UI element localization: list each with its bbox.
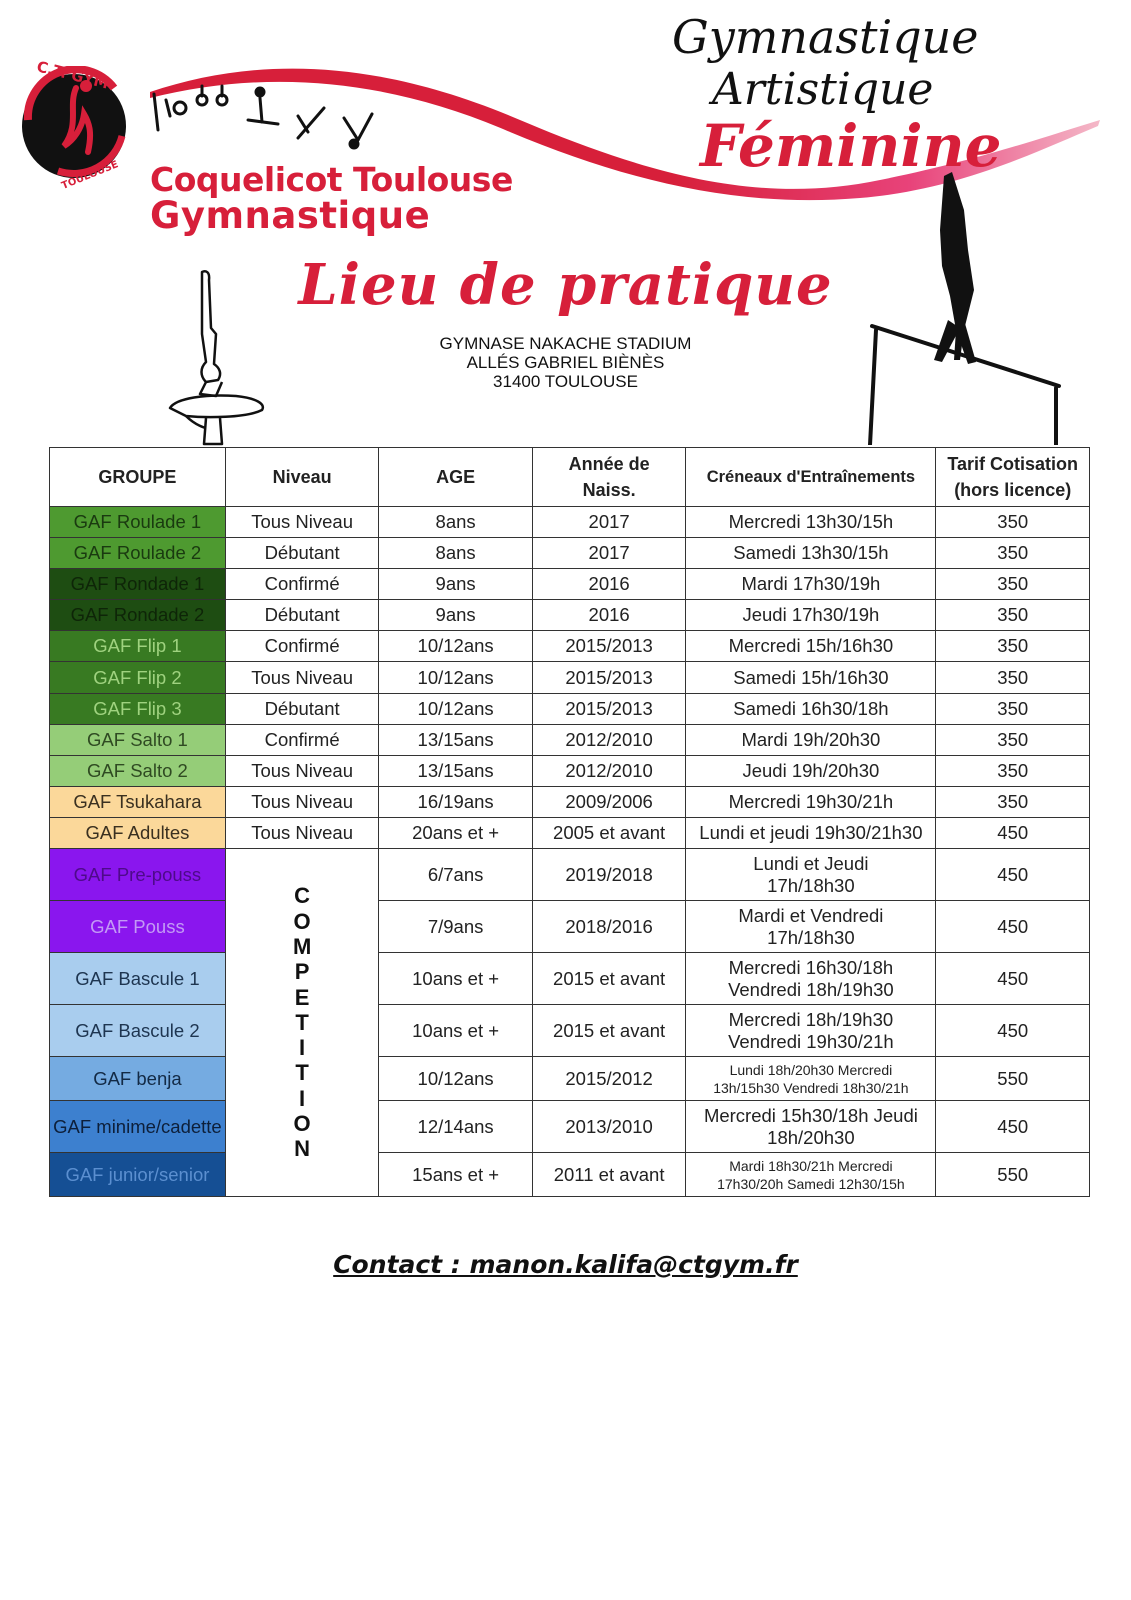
- cell-slots-line2: 17h30/20h Samedi 12h30/15h: [717, 1175, 905, 1192]
- header-fee-line1: Tarif Cotisation: [947, 454, 1079, 474]
- cell-birth-year: 2015 et avant: [532, 1005, 686, 1057]
- title-line1: Gymnastique: [672, 10, 979, 64]
- venue-heading: Lieu de pratique: [298, 252, 833, 318]
- apparatus-icons: [148, 80, 378, 160]
- cell-slots: Jeudi 17h30/19h: [686, 600, 936, 631]
- cell-slots: Samedi 15h/16h30: [686, 662, 936, 693]
- cell-group: GAF benja: [50, 1057, 226, 1101]
- header-fee-line2: (hors licence): [954, 480, 1072, 500]
- cell-slots-line1: Mardi 18h30/21h Mercredi: [729, 1157, 893, 1174]
- cell-birth-year: 2005 et avant: [532, 817, 686, 848]
- cell-group: GAF minime/cadette: [50, 1101, 226, 1153]
- cell-slots: Mercredi 19h30/21h: [686, 786, 936, 817]
- cell-group: GAF Adultes: [50, 817, 226, 848]
- table-row-competition: [50, 1005, 1090, 1057]
- cell-birth-year: 2017: [532, 538, 686, 569]
- cell-fee: 550: [936, 1057, 1090, 1101]
- cell-slots-line1: Mercredi 18h/19h30: [728, 1008, 894, 1030]
- cell-age: 6/7ans: [379, 849, 533, 901]
- cell-level: Tous Niveau: [225, 507, 379, 538]
- cell-level: Débutant: [225, 600, 379, 631]
- cell-age: 10/12ans: [379, 693, 533, 724]
- cell-fee: 350: [936, 724, 1090, 755]
- cell-group: GAF Flip 2: [50, 662, 226, 693]
- cell-slots: [686, 1153, 936, 1197]
- cell-birth-year: 2017: [532, 507, 686, 538]
- cell-fee: 450: [936, 1005, 1090, 1057]
- cell-fee: 550: [936, 1153, 1090, 1197]
- cell-slots: Jeudi 19h/20h30: [686, 755, 936, 786]
- cell-slots: Mercredi 15h/16h30: [686, 631, 936, 662]
- logo-bottom-text: TOULOUSE: [60, 159, 120, 192]
- cell-group: GAF Flip 3: [50, 693, 226, 724]
- cell-slots-line1: Mercredi 15h30/18h Jeudi: [703, 1104, 918, 1126]
- cell-fee: 350: [936, 755, 1090, 786]
- header-age: AGE: [379, 448, 533, 507]
- cell-age: 13/15ans: [379, 755, 533, 786]
- header-level: Niveau: [225, 448, 379, 507]
- cell-slots-line1: Mardi et Vendredi: [738, 904, 884, 926]
- table-row: [50, 631, 1090, 662]
- cell-slots: [686, 849, 936, 901]
- header-birth-year-line1: Année de: [568, 454, 650, 474]
- cell-age: 10/12ans: [379, 631, 533, 662]
- cell-group: GAF Tsukahara: [50, 786, 226, 817]
- cell-birth-year: 2012/2010: [532, 724, 686, 755]
- cell-group: GAF Bascule 1: [50, 953, 226, 1005]
- cell-age: 9ans: [379, 600, 533, 631]
- cell-level: Tous Niveau: [225, 662, 379, 693]
- venue-address: [0, 334, 1131, 391]
- cell-level: Tous Niveau: [225, 817, 379, 848]
- cell-birth-year: 2015/2013: [532, 693, 686, 724]
- table-row: [50, 755, 1090, 786]
- cell-level: Débutant: [225, 538, 379, 569]
- cell-slots-line2: Vendredi 18h/19h30: [728, 978, 894, 1000]
- cell-fee: 350: [936, 569, 1090, 600]
- cell-level: Tous Niveau: [225, 755, 379, 786]
- club-name-word1: Coquelicot: [150, 160, 343, 199]
- table-row-competition: [50, 849, 1090, 901]
- table-body: [50, 507, 1090, 1197]
- cell-fee: 350: [936, 662, 1090, 693]
- cell-group: GAF Flip 1: [50, 631, 226, 662]
- cell-slots: Mardi 17h30/19h: [686, 569, 936, 600]
- venue-city: 31400 TOULOUSE: [493, 372, 638, 391]
- table-row: [50, 600, 1090, 631]
- header-birth-year-line2: Naiss.: [582, 480, 636, 500]
- cell-group: GAF Salto 1: [50, 724, 226, 755]
- table-row-competition: [50, 1057, 1090, 1101]
- cell-birth-year: 2011 et avant: [532, 1153, 686, 1197]
- cell-age: 10ans et +: [379, 1005, 533, 1057]
- cell-age: 20ans et +: [379, 817, 533, 848]
- cell-slots: Mardi 19h/20h30: [686, 724, 936, 755]
- header-fee: [936, 448, 1090, 507]
- cell-fee: 350: [936, 631, 1090, 662]
- cell-slots: [686, 953, 936, 1005]
- cell-fee: 350: [936, 600, 1090, 631]
- cell-fee: 450: [936, 953, 1090, 1005]
- cell-slots: [686, 1101, 936, 1153]
- cell-fee: 450: [936, 901, 1090, 953]
- cell-slots-line2: 17h/18h30: [767, 874, 855, 896]
- cell-birth-year: 2015 et avant: [532, 953, 686, 1005]
- cell-level: Confirmé: [225, 631, 379, 662]
- cell-age: 10ans et +: [379, 953, 533, 1005]
- competition-label-cell: [225, 849, 379, 1197]
- cell-birth-year: 2013/2010: [532, 1101, 686, 1153]
- club-name-word2: Toulouse: [353, 160, 513, 199]
- table-row-competition: [50, 901, 1090, 953]
- logo-top-text: C.T. GYM: [34, 57, 111, 93]
- cell-group: GAF Pouss: [50, 901, 226, 953]
- cell-slots-line2: Vendredi 19h30/21h: [728, 1030, 894, 1052]
- cell-slots: [686, 1005, 936, 1057]
- cell-level: Confirmé: [225, 569, 379, 600]
- cell-birth-year: 2009/2006: [532, 786, 686, 817]
- cell-slots-line2: 17h/18h30: [767, 926, 855, 948]
- cell-group: GAF junior/senior: [50, 1153, 226, 1197]
- table-row: [50, 693, 1090, 724]
- cell-age: 10/12ans: [379, 1057, 533, 1101]
- cell-fee: 450: [936, 1101, 1090, 1153]
- competition-label: C O M P E T I T I O N: [292, 883, 312, 1162]
- cell-slots-line1: Lundi et Jeudi: [753, 852, 869, 874]
- club-name-line2: Gymnastique: [150, 194, 431, 237]
- cell-slots: Lundi et jeudi 19h30/21h30: [686, 817, 936, 848]
- cell-slots-line2: 18h/20h30: [767, 1126, 855, 1148]
- cell-fee: 350: [936, 693, 1090, 724]
- table-row-competition: [50, 1153, 1090, 1197]
- cell-group: GAF Bascule 2: [50, 1005, 226, 1057]
- table-row-competition: [50, 1101, 1090, 1153]
- table-row: [50, 662, 1090, 693]
- venue-street: ALLÉS GABRIEL BIÈNÈS: [466, 353, 665, 372]
- cell-birth-year: 2018/2016: [532, 901, 686, 953]
- cell-slots: [686, 1057, 936, 1101]
- cell-age: 15ans et +: [379, 1153, 533, 1197]
- cell-age: 16/19ans: [379, 786, 533, 817]
- cell-birth-year: 2015/2013: [532, 662, 686, 693]
- cell-slots-line1: Mercredi 16h30/18h: [728, 956, 894, 978]
- contact-email[interactable]: Contact : manon.kalifa@ctgym.fr: [333, 1250, 798, 1279]
- cell-birth-year: 2016: [532, 569, 686, 600]
- cell-slots: Samedi 13h30/15h: [686, 538, 936, 569]
- table-row-competition: [50, 953, 1090, 1005]
- cell-age: 10/12ans: [379, 662, 533, 693]
- cell-group: GAF Rondade 2: [50, 600, 226, 631]
- cell-birth-year: 2012/2010: [532, 755, 686, 786]
- table-row: [50, 569, 1090, 600]
- cell-age: 8ans: [379, 507, 533, 538]
- table-row: [50, 538, 1090, 569]
- cell-fee: 350: [936, 538, 1090, 569]
- title-line2: Artistique: [712, 64, 934, 115]
- cell-group: GAF Roulade 1: [50, 507, 226, 538]
- title-line3: Féminine: [700, 112, 1002, 180]
- cell-slots: Mercredi 13h30/15h: [686, 507, 936, 538]
- schedule-table: [49, 447, 1090, 1197]
- table-row: [50, 724, 1090, 755]
- cell-age: 12/14ans: [379, 1101, 533, 1153]
- cell-group: GAF Rondade 1: [50, 569, 226, 600]
- table-header-row: [50, 448, 1090, 507]
- cell-fee: 350: [936, 507, 1090, 538]
- table-row: [50, 817, 1090, 848]
- cell-age: 13/15ans: [379, 724, 533, 755]
- cell-fee: 450: [936, 817, 1090, 848]
- cell-fee: 350: [936, 786, 1090, 817]
- cell-birth-year: 2019/2018: [532, 849, 686, 901]
- cell-fee: 450: [936, 849, 1090, 901]
- header-slots: Créneaux d'Entraînements: [686, 448, 936, 507]
- cell-group: GAF Pre-pouss: [50, 849, 226, 901]
- cell-group: GAF Roulade 2: [50, 538, 226, 569]
- cell-group: GAF Salto 2: [50, 755, 226, 786]
- header-group: GROUPE: [50, 448, 226, 507]
- cell-birth-year: 2016: [532, 600, 686, 631]
- cell-age: 7/9ans: [379, 901, 533, 953]
- cell-slots-line1: Lundi 18h/20h30 Mercredi: [729, 1061, 893, 1078]
- cell-age: 9ans: [379, 569, 533, 600]
- cell-slots-line2: 13h/15h30 Vendredi 18h30/21h: [713, 1079, 909, 1096]
- header-birth-year: [532, 448, 686, 507]
- cell-slots: Samedi 16h30/18h: [686, 693, 936, 724]
- venue-name: GYMNASE NAKACHE STADIUM: [439, 334, 692, 353]
- table-row: [50, 507, 1090, 538]
- cell-birth-year: 2015/2013: [532, 631, 686, 662]
- cell-birth-year: 2015/2012: [532, 1057, 686, 1101]
- cell-level: Débutant: [225, 693, 379, 724]
- cell-slots: [686, 901, 936, 953]
- cell-level: Confirmé: [225, 724, 379, 755]
- table-row: [50, 786, 1090, 817]
- cell-age: 8ans: [379, 538, 533, 569]
- cell-level: Tous Niveau: [225, 786, 379, 817]
